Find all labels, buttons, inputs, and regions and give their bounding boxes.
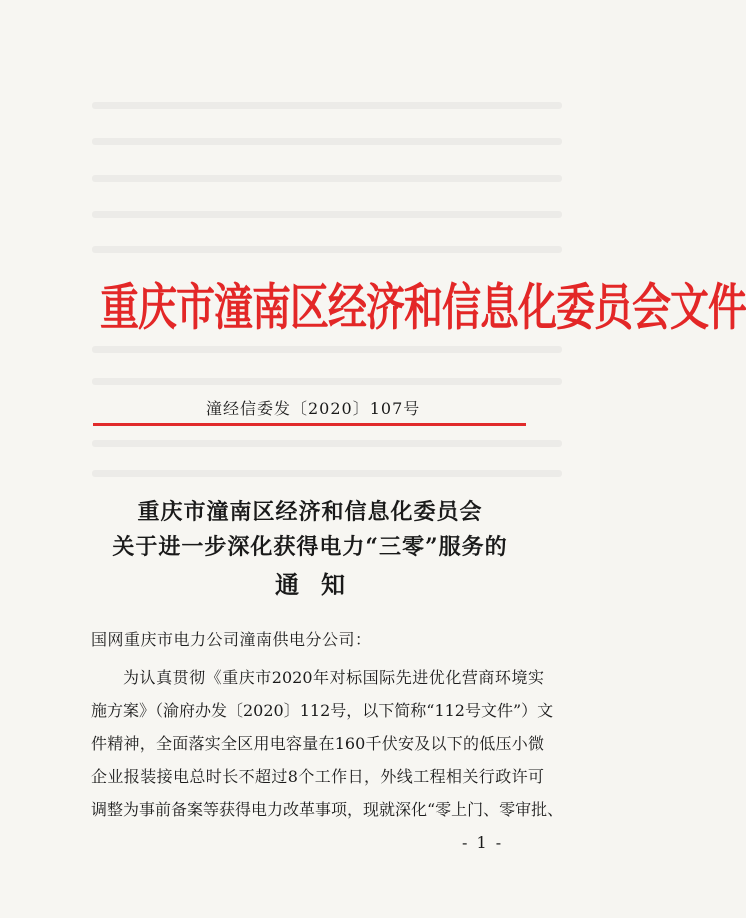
body-line: 为认真贯彻《重庆市2020年对标国际先进优化营商环境实 xyxy=(123,668,544,687)
document-title-line-2: 关于进一步深化获得电力“三零”服务的 xyxy=(112,534,508,560)
show-through-line xyxy=(92,102,562,109)
body-text xyxy=(91,661,564,826)
red-separator-line xyxy=(93,423,526,426)
show-through-line xyxy=(92,346,562,353)
show-through-line xyxy=(92,138,562,145)
show-through-line xyxy=(92,175,562,182)
document-title-line-1: 重庆市潼南区经济和信息化委员会 xyxy=(137,499,483,525)
document-title-line-3: 通知 xyxy=(275,570,367,599)
body-line: 企业报装接电总时长不超过8个工作日，外线工程相关行政许可 xyxy=(91,767,544,786)
body-line: 施方案》（渝府办发〔2020〕112号，以下简称“112号文件”）文 xyxy=(91,701,554,720)
show-through-line xyxy=(92,246,562,253)
show-through-line xyxy=(92,470,562,477)
show-through-line xyxy=(92,440,562,447)
show-through-line xyxy=(92,378,562,385)
body-line: 件精神，全面落实全区用电容量在160千伏安及以下的低压小微 xyxy=(91,734,544,753)
issuer-header: 重庆市潼南区经济和信息化委员会文件 xyxy=(100,278,746,338)
document-number: 潼经信委发〔2020〕107号 xyxy=(206,399,421,418)
salutation: 国网重庆市电力公司潼南供电分公司： xyxy=(91,630,372,649)
page-number: - 1 - xyxy=(462,833,504,852)
body-line: 调整为事前备案等获得电力改革事项，现就深化“零上门、零审批、 xyxy=(91,800,564,819)
show-through-line xyxy=(92,211,562,218)
